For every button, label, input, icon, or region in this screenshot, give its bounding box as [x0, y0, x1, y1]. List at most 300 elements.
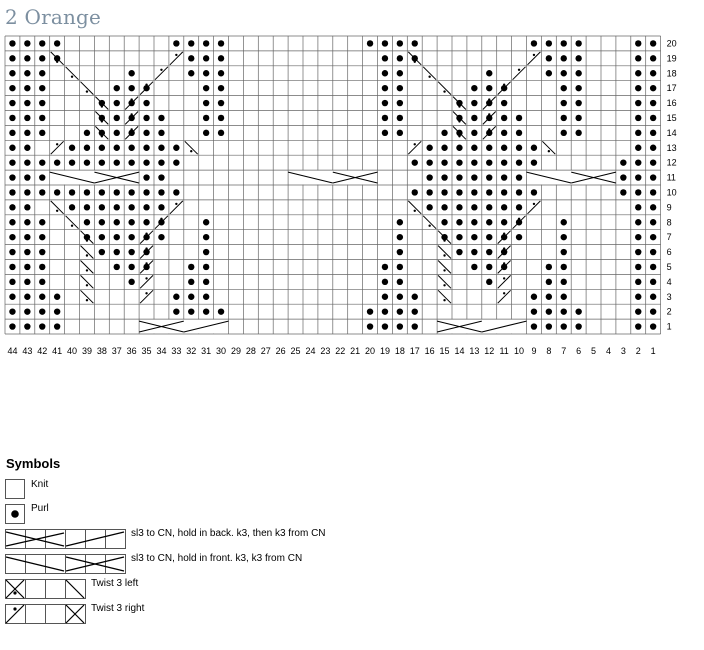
purl-stitch [531, 40, 537, 46]
purl-stitch [456, 204, 462, 210]
twist-dot [86, 90, 88, 92]
purl-stitch [128, 204, 134, 210]
purl-stitch [382, 70, 388, 76]
purl-stitch [546, 279, 552, 285]
purl-stitch [39, 40, 45, 46]
twist-dot [443, 299, 445, 301]
purl-stitch [39, 308, 45, 314]
twist-dot [160, 69, 162, 71]
purl-stitch [382, 323, 388, 329]
column-label: 33 [171, 346, 182, 356]
purl-stitch [99, 189, 105, 195]
purl-stitch [441, 189, 447, 195]
purl-stitch [9, 294, 15, 300]
purl-stitch [471, 145, 477, 151]
purl-stitch [620, 174, 626, 180]
purl-stitch [397, 85, 403, 91]
purl-stitch [99, 159, 105, 165]
purl-stitch [561, 308, 567, 314]
twist-dot [503, 84, 505, 86]
purl-stitch [635, 70, 641, 76]
purl-stitch [561, 264, 567, 270]
purl-stitch [9, 219, 15, 225]
purl-stitch [397, 323, 403, 329]
purl-stitch [69, 189, 75, 195]
column-label: 36 [126, 346, 137, 356]
purl-stitch [635, 219, 641, 225]
purl-stitch [173, 189, 179, 195]
purl-stitch [397, 264, 403, 270]
purl-stitch [54, 189, 60, 195]
purl-stitch [575, 40, 581, 46]
purl-stitch [635, 40, 641, 46]
column-label: 39 [81, 346, 92, 356]
purl-stitch [471, 100, 477, 106]
purl-stitch [412, 189, 418, 195]
purl-stitch [99, 219, 105, 225]
purl-stitch [39, 189, 45, 195]
column-label: 42 [37, 346, 48, 356]
purl-stitch [546, 294, 552, 300]
purl-stitch [397, 40, 403, 46]
purl-stitch [84, 159, 90, 165]
purl-stitch [546, 55, 552, 61]
purl-stitch [635, 85, 641, 91]
purl-stitch [397, 70, 403, 76]
column-label: 19 [379, 346, 390, 356]
purl-stitch [39, 115, 45, 121]
purl-stitch [114, 130, 120, 136]
purl-stitch [143, 174, 149, 180]
column-label: 2 [635, 346, 641, 356]
purl-stitch [650, 219, 656, 225]
purl-stitch [561, 85, 567, 91]
purl-stitch [635, 145, 641, 151]
purl-stitch [84, 145, 90, 151]
purl-stitch [575, 70, 581, 76]
purl-stitch [9, 55, 15, 61]
purl-stitch [158, 130, 164, 136]
purl-stitch [143, 145, 149, 151]
purl-stitch [99, 204, 105, 210]
purl-stitch [456, 249, 462, 255]
purl-stitch [635, 174, 641, 180]
purl-stitch [143, 130, 149, 136]
twist-dot [86, 299, 88, 301]
twist-dot [56, 210, 58, 212]
purl-stitch [486, 204, 492, 210]
purl-stitch [114, 219, 120, 225]
column-label: 32 [186, 346, 197, 356]
purl-stitch [575, 308, 581, 314]
purl-stitch [650, 70, 656, 76]
purl-stitch [561, 294, 567, 300]
purl-stitch [546, 40, 552, 46]
purl-stitch [486, 189, 492, 195]
purl-stitch [203, 130, 209, 136]
twist-dot [443, 284, 445, 286]
purl-stitch [203, 219, 209, 225]
purl-stitch [158, 115, 164, 121]
purl-stitch [397, 219, 403, 225]
purl-stitch [9, 145, 15, 151]
purl-stitch [9, 70, 15, 76]
purl-stitch [501, 189, 507, 195]
purl-stitch [501, 174, 507, 180]
purl-stitch [69, 204, 75, 210]
purl-stitch [218, 308, 224, 314]
cable-cell-background [50, 171, 138, 185]
row-label: 5 [666, 261, 672, 272]
cable-cell-background [140, 320, 228, 334]
column-label: 28 [245, 346, 256, 356]
purl-stitch [9, 308, 15, 314]
purl-stitch [546, 264, 552, 270]
row-label: 12 [666, 157, 677, 168]
purl-stitch [382, 100, 388, 106]
cable-front-label: sl3 to CN, hold in front. k3, k3 from CN [131, 553, 303, 564]
purl-stitch [635, 100, 641, 106]
purl-stitch [501, 115, 507, 121]
twist-dot [488, 128, 490, 130]
purl-stitch [128, 159, 134, 165]
column-label: 12 [484, 346, 495, 356]
purl-stitch [39, 130, 45, 136]
purl-stitch [9, 115, 15, 121]
purl-stitch [471, 174, 477, 180]
twist-dot [533, 203, 535, 205]
purl-stitch [173, 159, 179, 165]
purl-stitch [39, 174, 45, 180]
twist-dot [443, 254, 445, 256]
purl-stitch [128, 219, 134, 225]
purl-stitch [412, 40, 418, 46]
column-label: 18 [394, 346, 405, 356]
twist-left-label: Twist 3 left [91, 578, 139, 589]
purl-stitch [561, 100, 567, 106]
twist-dot [518, 218, 520, 220]
purl-stitch [397, 115, 403, 121]
purl-stitch [39, 323, 45, 329]
column-label: 34 [156, 346, 167, 356]
purl-stitch [471, 159, 477, 165]
purl-stitch [412, 294, 418, 300]
twist-dot [503, 247, 505, 249]
purl-stitch [471, 219, 477, 225]
purl-stitch [397, 55, 403, 61]
twist-dot [503, 277, 505, 279]
purl-stitch [173, 308, 179, 314]
purl-stitch [24, 323, 30, 329]
column-label: 3 [620, 346, 626, 356]
purl-stitch [516, 174, 522, 180]
row-label: 6 [666, 247, 672, 258]
purl-stitch [173, 145, 179, 151]
purl-stitch [39, 100, 45, 106]
purl-stitch [456, 159, 462, 165]
purl-stitch [397, 249, 403, 255]
twist-dot [56, 143, 58, 145]
purl-stitch [24, 115, 30, 121]
purl-stitch [143, 189, 149, 195]
purl-stitch [441, 204, 447, 210]
purl-stitch [441, 174, 447, 180]
purl-stitch [650, 264, 656, 270]
purl-stitch [69, 145, 75, 151]
cable-cell-background [289, 171, 377, 185]
purl-stitch [218, 115, 224, 121]
purl-stitch [486, 234, 492, 240]
twist-right-label: Twist 3 right [91, 603, 145, 614]
purl-stitch [650, 174, 656, 180]
purl-stitch [39, 85, 45, 91]
purl-stitch [546, 70, 552, 76]
purl-stitch [650, 294, 656, 300]
column-label: 27 [260, 346, 271, 356]
symbols-heading: Symbols [6, 456, 61, 471]
purl-stitch [471, 130, 477, 136]
purl-stitch [561, 115, 567, 121]
purl-stitch [218, 70, 224, 76]
purl-stitch [24, 308, 30, 314]
purl-stitch [24, 189, 30, 195]
twist-dot [86, 284, 88, 286]
purl-stitch [575, 323, 581, 329]
purl-stitch [516, 159, 522, 165]
purl-stitch [471, 234, 477, 240]
purl-stitch [84, 130, 90, 136]
purl-stitch [486, 249, 492, 255]
purl-stitch [397, 308, 403, 314]
purl-stitch [471, 204, 477, 210]
purl-stitch [635, 189, 641, 195]
purl-stitch [635, 159, 641, 165]
purl-stitch [24, 55, 30, 61]
purl-stitch [635, 204, 641, 210]
purl-stitch [188, 264, 194, 270]
purl-stitch [367, 323, 373, 329]
purl-stitch [501, 204, 507, 210]
column-label: 7 [561, 346, 567, 356]
column-label: 25 [290, 346, 301, 356]
twist-dot [428, 225, 430, 227]
purl-stitch [486, 145, 492, 151]
purl-stitch [9, 189, 15, 195]
purl-stitch [114, 204, 120, 210]
row-label: 18 [666, 68, 677, 79]
purl-stitch [128, 234, 134, 240]
purl-stitch [412, 323, 418, 329]
purl-stitch [24, 130, 30, 136]
column-label: 21 [350, 346, 361, 356]
purl-stitch [486, 279, 492, 285]
column-label: 30 [216, 346, 227, 356]
purl-stitch [635, 294, 641, 300]
purl-stitch [24, 294, 30, 300]
purl-stitch [24, 159, 30, 165]
purl-stitch [516, 115, 522, 121]
purl-stitch [69, 159, 75, 165]
purl-stitch [382, 294, 388, 300]
column-label: 6 [576, 346, 582, 356]
column-label: 26 [275, 346, 286, 356]
column-label: 15 [439, 346, 450, 356]
column-label: 17 [409, 346, 420, 356]
purl-stitch [561, 40, 567, 46]
purl-stitch [39, 264, 45, 270]
column-label: 16 [424, 346, 435, 356]
purl-stitch [650, 55, 656, 61]
purl-stitch [114, 234, 120, 240]
row-label: 16 [666, 98, 677, 109]
twist-dot [71, 76, 73, 78]
purl-stitch [486, 159, 492, 165]
purl-stitch [218, 100, 224, 106]
purl-stitch [114, 249, 120, 255]
purl-stitch [635, 234, 641, 240]
purl-stitch [531, 323, 537, 329]
purl-stitch [128, 145, 134, 151]
column-label: 11 [499, 346, 509, 356]
purl-stitch [486, 85, 492, 91]
purl-stitch [546, 323, 552, 329]
purl-label: Purl [31, 503, 49, 514]
twist-dot [458, 120, 460, 122]
purl-stitch [426, 159, 432, 165]
twist-dot [533, 54, 535, 56]
purl-stitch [188, 40, 194, 46]
purl-stitch [367, 40, 373, 46]
purl-stitch [635, 264, 641, 270]
twist-dot [488, 113, 490, 115]
purl-stitch [441, 145, 447, 151]
purl-stitch [441, 130, 447, 136]
purl-stitch [143, 100, 149, 106]
purl-stitch [203, 264, 209, 270]
column-label: 38 [96, 346, 107, 356]
purl-stitch [143, 115, 149, 121]
column-label: 1 [650, 346, 656, 356]
purl-stitch [143, 219, 149, 225]
purl-stitch [650, 308, 656, 314]
purl-stitch [9, 174, 15, 180]
purl-stitch [546, 308, 552, 314]
purl-stitch [382, 308, 388, 314]
purl-stitch [39, 279, 45, 285]
purl-stitch [650, 249, 656, 255]
column-label: 22 [335, 346, 346, 356]
column-label: 9 [531, 346, 537, 356]
purl-stitch [561, 323, 567, 329]
purl-stitch [99, 249, 105, 255]
purl-stitch [635, 130, 641, 136]
purl-stitch [575, 85, 581, 91]
purl-stitch [203, 308, 209, 314]
purl-stitch [456, 145, 462, 151]
twist-dot [443, 239, 445, 241]
purl-stitch [158, 204, 164, 210]
purl-stitch [516, 234, 522, 240]
purl-stitch [456, 189, 462, 195]
twist-dot [503, 292, 505, 294]
purl-stitch [84, 189, 90, 195]
purl-stitch [471, 264, 477, 270]
purl-stitch [561, 219, 567, 225]
purl-stitch [218, 85, 224, 91]
purl-stitch [501, 219, 507, 225]
purl-stitch [501, 145, 507, 151]
purl-stitch [128, 249, 134, 255]
purl-stitch [575, 55, 581, 61]
purl-stitch [9, 323, 15, 329]
row-label: 1 [666, 321, 672, 332]
purl-stitch [203, 294, 209, 300]
purl-stitch [650, 234, 656, 240]
twist-dot [518, 69, 520, 71]
purl-stitch [203, 234, 209, 240]
purl-stitch [561, 70, 567, 76]
purl-stitch [397, 234, 403, 240]
column-label: 37 [111, 346, 122, 356]
purl-stitch [39, 159, 45, 165]
column-label: 20 [365, 346, 376, 356]
purl-stitch [650, 159, 656, 165]
purl-stitch [158, 234, 164, 240]
twist-dot [145, 292, 147, 294]
purl-stitch [54, 40, 60, 46]
purl-stitch [24, 40, 30, 46]
purl-stitch [24, 264, 30, 270]
cable-cell-background [527, 171, 615, 185]
purl-stitch [39, 70, 45, 76]
purl-stitch [367, 308, 373, 314]
purl-stitch [24, 100, 30, 106]
purl-stitch [188, 70, 194, 76]
purl-stitch [143, 204, 149, 210]
twist-dot [488, 98, 490, 100]
purl-stitch [397, 100, 403, 106]
purl-stitch [24, 234, 30, 240]
purl-stitch [173, 40, 179, 46]
purl-stitch [9, 100, 15, 106]
purl-stitch [501, 100, 507, 106]
purl-symbol [5, 504, 25, 524]
purl-stitch [471, 85, 477, 91]
column-label: 24 [305, 346, 316, 356]
twist-dot [86, 254, 88, 256]
knit-symbol [5, 479, 25, 499]
row-label: 13 [666, 142, 677, 153]
row-label: 15 [666, 112, 677, 123]
purl-stitch [203, 70, 209, 76]
column-label: 13 [469, 346, 480, 356]
cable-back-label: sl3 to CN, hold in back. k3, then k3 from CN [131, 528, 326, 539]
purl-stitch [9, 40, 15, 46]
purl-stitch [9, 159, 15, 165]
purl-stitch [382, 279, 388, 285]
purl-stitch [456, 219, 462, 225]
purl-stitch [382, 130, 388, 136]
purl-stitch [426, 174, 432, 180]
purl-stitch [128, 279, 134, 285]
page-title: 2 Orange [5, 5, 102, 29]
column-label: 35 [141, 346, 152, 356]
purl-stitch [218, 40, 224, 46]
row-label: 19 [666, 53, 677, 64]
cable-back-symbol [5, 529, 127, 549]
purl-stitch [650, 189, 656, 195]
twist-dot [190, 150, 192, 152]
